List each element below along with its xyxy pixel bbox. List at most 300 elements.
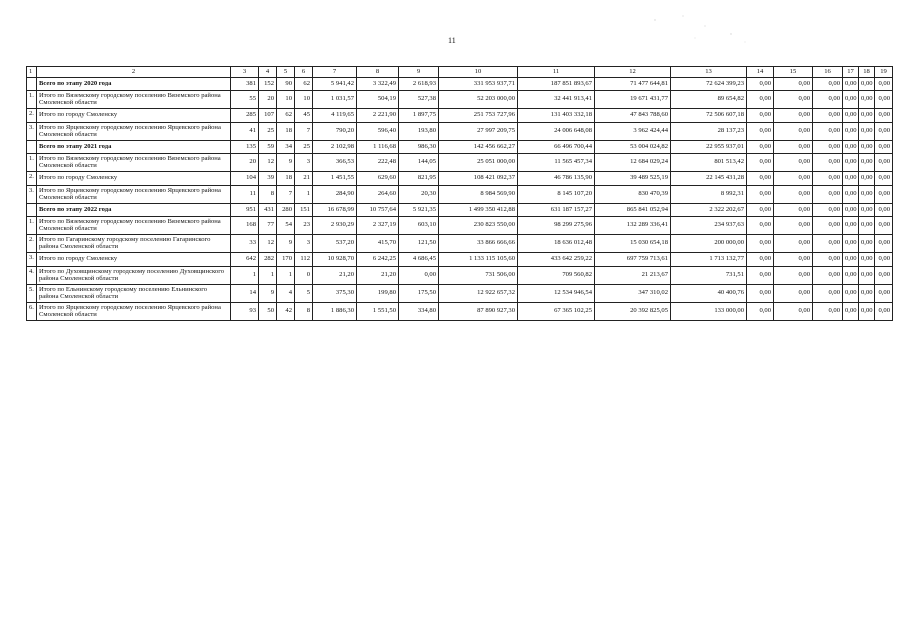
table-cell: 10 757,64 [357, 204, 399, 217]
table-cell: 951 [231, 204, 259, 217]
data-table-container [26, 66, 890, 321]
column-header: 12 [595, 67, 671, 78]
row-index: 3. [27, 123, 37, 141]
table-cell: 0,00 [875, 267, 893, 285]
table-cell: 1 886,30 [313, 303, 357, 321]
table-cell: 0,00 [859, 267, 875, 285]
table-cell: 0,00 [747, 91, 774, 109]
table-cell: 52 203 000,00 [439, 91, 518, 109]
table-cell: 66 496 700,44 [518, 141, 595, 154]
row-name: Итого по Вяземскому городскому поселению Вяземского района Смоленской области [37, 91, 231, 109]
table-cell: 132 289 336,41 [595, 217, 671, 235]
column-header: 19 [875, 67, 893, 78]
table-cell: 0,00 [747, 78, 774, 91]
table-cell: 0,00 [859, 253, 875, 267]
table-cell: 0,00 [843, 204, 859, 217]
table-cell: 0,00 [774, 154, 813, 172]
table-cell: 131 403 332,18 [518, 109, 595, 123]
table-cell: 108 421 092,37 [439, 172, 518, 186]
table-cell: 0,00 [875, 154, 893, 172]
table-cell: 0,00 [859, 109, 875, 123]
table-cell: 603,10 [399, 217, 439, 235]
table-cell: 22 145 431,28 [671, 172, 747, 186]
table-cell: 264,60 [357, 186, 399, 204]
table-cell: 21 213,67 [595, 267, 671, 285]
table-cell: 801 513,42 [671, 154, 747, 172]
table-cell: 0,00 [774, 267, 813, 285]
table-cell: 0,00 [774, 285, 813, 303]
row-index [27, 204, 37, 217]
table-cell: 865 841 052,94 [595, 204, 671, 217]
table-cell: 0,00 [875, 253, 893, 267]
table-cell: 3 962 424,44 [595, 123, 671, 141]
table-cell: 222,48 [357, 154, 399, 172]
table-cell: 9 [277, 154, 295, 172]
table-cell: 193,80 [399, 123, 439, 141]
table-cell: 0,00 [399, 267, 439, 285]
table-cell: 50 [259, 303, 277, 321]
table-cell: 15 030 654,18 [595, 235, 671, 253]
table-cell: 10 928,70 [313, 253, 357, 267]
row-name: Итого по Гагаринскому городскому поселению Гагаринского района Смоленской области [37, 235, 231, 253]
row-index [27, 141, 37, 154]
table-cell: 375,30 [313, 285, 357, 303]
table-cell: 1 133 115 105,60 [439, 253, 518, 267]
table-cell: 2 102,98 [313, 141, 357, 154]
row-name: Итого по Вяземскому городскому поселению Вяземского района Смоленской области [37, 217, 231, 235]
table-cell: 0,00 [859, 141, 875, 154]
table-row [27, 285, 893, 303]
table-cell: 21 [295, 172, 313, 186]
table-cell: 642 [231, 253, 259, 267]
table-cell: 142 456 662,27 [439, 141, 518, 154]
table-cell: 0,00 [774, 141, 813, 154]
table-cell: 0,00 [774, 109, 813, 123]
table-cell: 1 [231, 267, 259, 285]
table-cell: 596,40 [357, 123, 399, 141]
table-cell: 170 [277, 253, 295, 267]
table-cell: 2 322 202,67 [671, 204, 747, 217]
table-cell: 0,00 [859, 154, 875, 172]
column-header: 3 [231, 67, 259, 78]
column-header: 18 [859, 67, 875, 78]
table-cell: 87 890 927,30 [439, 303, 518, 321]
row-index: 1. [27, 91, 37, 109]
table-cell: 1 499 350 412,88 [439, 204, 518, 217]
table-cell: 0,00 [774, 303, 813, 321]
table-cell: 32 441 913,41 [518, 91, 595, 109]
table-cell: 12 684 029,24 [595, 154, 671, 172]
table-cell: 40 400,76 [671, 285, 747, 303]
table-cell: 1 713 132,77 [671, 253, 747, 267]
table-cell: 347 310,02 [595, 285, 671, 303]
column-header: 5 [277, 67, 295, 78]
table-cell: 0,00 [843, 141, 859, 154]
table-cell: 1 [259, 267, 277, 285]
table-cell: 0,00 [859, 235, 875, 253]
table-cell: 0,00 [843, 267, 859, 285]
table-cell: 251 753 727,96 [439, 109, 518, 123]
table-cell: 0,00 [875, 235, 893, 253]
table-cell: 285 [231, 109, 259, 123]
table-cell: 5 941,42 [313, 78, 357, 91]
total-row [27, 78, 893, 91]
table-cell: 0,00 [774, 235, 813, 253]
table-cell: 200 000,00 [671, 235, 747, 253]
table-cell: 152 [259, 78, 277, 91]
table-cell: 790,20 [313, 123, 357, 141]
table-row [27, 172, 893, 186]
table-cell: 0,00 [813, 141, 843, 154]
table-cell: 0,00 [843, 109, 859, 123]
table-cell: 16 678,99 [313, 204, 357, 217]
table-cell: 0,00 [875, 91, 893, 109]
table-cell: 0,00 [813, 91, 843, 109]
table-cell: 62 [277, 109, 295, 123]
table-cell: 0,00 [747, 285, 774, 303]
table-cell: 18 [277, 172, 295, 186]
table-cell: 0,00 [843, 285, 859, 303]
table-cell: 11 [231, 186, 259, 204]
table-cell: 39 [259, 172, 277, 186]
table-cell: 19 671 431,77 [595, 91, 671, 109]
table-cell: 0,00 [774, 172, 813, 186]
column-header: 14 [747, 67, 774, 78]
table-cell: 18 636 012,48 [518, 235, 595, 253]
table-cell: 0,00 [859, 303, 875, 321]
table-cell: 98 299 275,96 [518, 217, 595, 235]
table-cell: 0,00 [747, 303, 774, 321]
table-cell: 18 [277, 123, 295, 141]
column-header: 6 [295, 67, 313, 78]
table-cell: 0,00 [813, 235, 843, 253]
table-cell: 631 187 157,27 [518, 204, 595, 217]
table-cell: 0,00 [747, 253, 774, 267]
column-header: 2 [37, 67, 231, 78]
table-cell: 0,00 [843, 217, 859, 235]
table-cell: 986,30 [399, 141, 439, 154]
table-cell: 0,00 [875, 285, 893, 303]
table-cell: 415,70 [357, 235, 399, 253]
table-cell: 8 [295, 303, 313, 321]
table-cell: 25 051 000,00 [439, 154, 518, 172]
table-row [27, 267, 893, 285]
row-name: Всего по этапу 2022 года [37, 204, 231, 217]
table-cell: 821,95 [399, 172, 439, 186]
table-cell: 0,00 [813, 253, 843, 267]
table-cell: 0,00 [813, 172, 843, 186]
table-cell: 0,00 [859, 78, 875, 91]
table-cell: 709 560,82 [518, 267, 595, 285]
table-cell: 0,00 [813, 217, 843, 235]
table-cell: 89 654,82 [671, 91, 747, 109]
column-header: 10 [439, 67, 518, 78]
table-cell: 10 [295, 91, 313, 109]
table-cell: 59 [259, 141, 277, 154]
row-name: Всего по этапу 2020 года [37, 78, 231, 91]
table-cell: 0,00 [859, 172, 875, 186]
table-cell: 22 955 937,01 [671, 141, 747, 154]
table-cell: 282 [259, 253, 277, 267]
table-cell: 175,50 [399, 285, 439, 303]
row-index: 2. [27, 172, 37, 186]
table-cell: 230 823 550,00 [439, 217, 518, 235]
table-cell: 3 322,49 [357, 78, 399, 91]
column-header: 11 [518, 67, 595, 78]
table-cell: 2 327,19 [357, 217, 399, 235]
table-cell: 697 759 713,61 [595, 253, 671, 267]
table-cell: 0,00 [843, 235, 859, 253]
table-cell: 0,00 [859, 91, 875, 109]
table-cell: 12 [259, 154, 277, 172]
table-cell: 0,00 [747, 154, 774, 172]
table-cell: 3 [295, 154, 313, 172]
table-cell: 12 534 946,54 [518, 285, 595, 303]
row-name: Итого по Духовщинскому городскому поселению Духовщинского района Смоленской области [37, 267, 231, 285]
table-cell: 39 489 525,19 [595, 172, 671, 186]
table-cell: 830 470,39 [595, 186, 671, 204]
table-cell: 8 [259, 186, 277, 204]
table-cell: 431 [259, 204, 277, 217]
header-row [27, 67, 893, 78]
table-body [27, 67, 893, 321]
table-cell: 33 [231, 235, 259, 253]
table-cell: 5 921,35 [399, 204, 439, 217]
table-cell: 331 953 937,71 [439, 78, 518, 91]
row-index [27, 78, 37, 91]
table-cell: 0,00 [747, 235, 774, 253]
row-index: 3. [27, 253, 37, 267]
table-row [27, 217, 893, 235]
table-cell: 0,00 [813, 303, 843, 321]
table-cell: 23 [295, 217, 313, 235]
table-cell: 20 392 825,05 [595, 303, 671, 321]
table-cell: 133 000,00 [671, 303, 747, 321]
table-row [27, 186, 893, 204]
table-cell: 7 [295, 123, 313, 141]
table-cell: 20,30 [399, 186, 439, 204]
table-cell: 0,00 [774, 91, 813, 109]
scan-noise [635, 12, 755, 52]
row-name: Всего по этапу 2021 года [37, 141, 231, 154]
table-cell: 0,00 [747, 186, 774, 204]
row-index: 2. [27, 109, 37, 123]
table-cell: 0,00 [859, 217, 875, 235]
table-cell: 0,00 [843, 186, 859, 204]
table-cell: 0,00 [843, 253, 859, 267]
table-cell: 0,00 [859, 285, 875, 303]
table-cell: 0,00 [774, 253, 813, 267]
row-name: Итого по Ярцевскому городскому поселению Ярцевского района Смоленской области [37, 303, 231, 321]
table-cell: 1 897,75 [399, 109, 439, 123]
table-cell: 144,05 [399, 154, 439, 172]
column-header: 4 [259, 67, 277, 78]
table-cell: 3 [295, 235, 313, 253]
table-cell: 0,00 [859, 204, 875, 217]
table-cell: 0,00 [813, 267, 843, 285]
table-cell: 731 506,00 [439, 267, 518, 285]
table-cell: 0,00 [747, 123, 774, 141]
table-cell: 0,00 [859, 186, 875, 204]
table-cell: 54 [277, 217, 295, 235]
table-cell: 0,00 [747, 267, 774, 285]
table-cell: 0,00 [843, 172, 859, 186]
table-cell: 0,00 [843, 303, 859, 321]
table-cell: 0,00 [843, 91, 859, 109]
table-cell: 168 [231, 217, 259, 235]
table-cell: 9 [277, 235, 295, 253]
column-header: 9 [399, 67, 439, 78]
table-cell: 104 [231, 172, 259, 186]
row-index: 3. [27, 186, 37, 204]
table-cell: 67 365 102,25 [518, 303, 595, 321]
table-row [27, 303, 893, 321]
table-cell: 0,00 [813, 186, 843, 204]
table-cell: 4 119,65 [313, 109, 357, 123]
table-cell: 0,00 [774, 186, 813, 204]
table-cell: 1 031,57 [313, 91, 357, 109]
table-cell: 4 [277, 285, 295, 303]
table-cell: 72 506 607,18 [671, 109, 747, 123]
table-cell: 280 [277, 204, 295, 217]
table-cell: 53 004 024,82 [595, 141, 671, 154]
table-cell: 0,00 [774, 78, 813, 91]
table-cell: 0,00 [859, 123, 875, 141]
table-cell: 1 [295, 186, 313, 204]
table-cell: 0,00 [875, 123, 893, 141]
row-index: 5. [27, 285, 37, 303]
table-cell: 0,00 [875, 303, 893, 321]
table-row [27, 91, 893, 109]
table-cell: 0,00 [875, 78, 893, 91]
table-cell: 41 [231, 123, 259, 141]
table-cell: 0,00 [747, 172, 774, 186]
row-name: Итого по Ельнинскому городскому поселению Ельнинского района Смоленской области [37, 285, 231, 303]
table-cell: 381 [231, 78, 259, 91]
column-header: 17 [843, 67, 859, 78]
table-cell: 0,00 [875, 217, 893, 235]
table-cell: 71 477 644,81 [595, 78, 671, 91]
table-cell: 0,00 [747, 109, 774, 123]
table-cell: 151 [295, 204, 313, 217]
row-name: Итого по городу Смоленску [37, 172, 231, 186]
column-header: 13 [671, 67, 747, 78]
row-name: Итого по Ярцевскому городскому поселению Ярцевского района Смоленской области [37, 186, 231, 204]
table-cell: 334,80 [399, 303, 439, 321]
table-cell: 112 [295, 253, 313, 267]
table-cell: 187 851 893,67 [518, 78, 595, 91]
table-cell: 1 451,55 [313, 172, 357, 186]
table-cell: 0,00 [875, 186, 893, 204]
table-cell: 21,20 [357, 267, 399, 285]
table-cell: 0,00 [747, 204, 774, 217]
table-cell: 55 [231, 91, 259, 109]
table-cell: 4 686,45 [399, 253, 439, 267]
table-cell: 34 [277, 141, 295, 154]
table-cell: 5 [295, 285, 313, 303]
table-cell: 25 [259, 123, 277, 141]
table-cell: 0,00 [843, 123, 859, 141]
row-index: 2. [27, 235, 37, 253]
table-cell: 12 [259, 235, 277, 253]
table-cell: 629,60 [357, 172, 399, 186]
table-cell: 433 642 259,22 [518, 253, 595, 267]
table-cell: 14 [231, 285, 259, 303]
table-cell: 0,00 [813, 78, 843, 91]
row-name: Итого по городу Смоленску [37, 109, 231, 123]
table-cell: 2 618,93 [399, 78, 439, 91]
table-cell: 1 551,50 [357, 303, 399, 321]
table-cell: 2 930,29 [313, 217, 357, 235]
table-row [27, 109, 893, 123]
table-cell: 20 [259, 91, 277, 109]
table-cell: 8 984 569,90 [439, 186, 518, 204]
table-cell: 72 624 399,23 [671, 78, 747, 91]
table-cell: 6 242,25 [357, 253, 399, 267]
table-cell: 46 786 135,90 [518, 172, 595, 186]
table-cell: 27 997 209,75 [439, 123, 518, 141]
table-cell: 33 866 666,66 [439, 235, 518, 253]
table-cell: 47 843 788,60 [595, 109, 671, 123]
table-cell: 0,00 [774, 217, 813, 235]
table-row [27, 123, 893, 141]
row-index: 1. [27, 154, 37, 172]
table-cell: 731,51 [671, 267, 747, 285]
row-index: 6. [27, 303, 37, 321]
table-cell: 10 [277, 91, 295, 109]
table-cell: 0,00 [813, 204, 843, 217]
page-number: 11 [448, 36, 456, 45]
column-header: 7 [313, 67, 357, 78]
table-cell: 0,00 [813, 285, 843, 303]
table-cell: 45 [295, 109, 313, 123]
table-cell: 0,00 [875, 109, 893, 123]
table-cell: 77 [259, 217, 277, 235]
column-header: 1 [27, 67, 37, 78]
table-cell: 107 [259, 109, 277, 123]
table-cell: 90 [277, 78, 295, 91]
table-row [27, 235, 893, 253]
table-cell: 25 [295, 141, 313, 154]
table-cell: 0,00 [813, 154, 843, 172]
total-row [27, 204, 893, 217]
table-cell: 527,38 [399, 91, 439, 109]
table-cell: 24 006 648,08 [518, 123, 595, 141]
row-index: 1. [27, 217, 37, 235]
table-cell: 0,00 [774, 204, 813, 217]
table-cell: 0,00 [747, 141, 774, 154]
table-cell: 7 [277, 186, 295, 204]
table-row [27, 253, 893, 267]
table-cell: 12 922 657,32 [439, 285, 518, 303]
table-cell: 1 [277, 267, 295, 285]
table-cell: 0,00 [813, 123, 843, 141]
table-cell: 93 [231, 303, 259, 321]
column-header: 15 [774, 67, 813, 78]
table-cell: 28 137,23 [671, 123, 747, 141]
table-cell: 121,50 [399, 235, 439, 253]
table-cell: 0,00 [875, 204, 893, 217]
table-cell: 2 221,90 [357, 109, 399, 123]
table-cell: 366,53 [313, 154, 357, 172]
column-header: 16 [813, 67, 843, 78]
table-cell: 0,00 [843, 78, 859, 91]
table-cell: 42 [277, 303, 295, 321]
table-cell: 0 [295, 267, 313, 285]
table-cell: 8 145 107,20 [518, 186, 595, 204]
table-cell: 0,00 [843, 154, 859, 172]
table-cell: 21,20 [313, 267, 357, 285]
